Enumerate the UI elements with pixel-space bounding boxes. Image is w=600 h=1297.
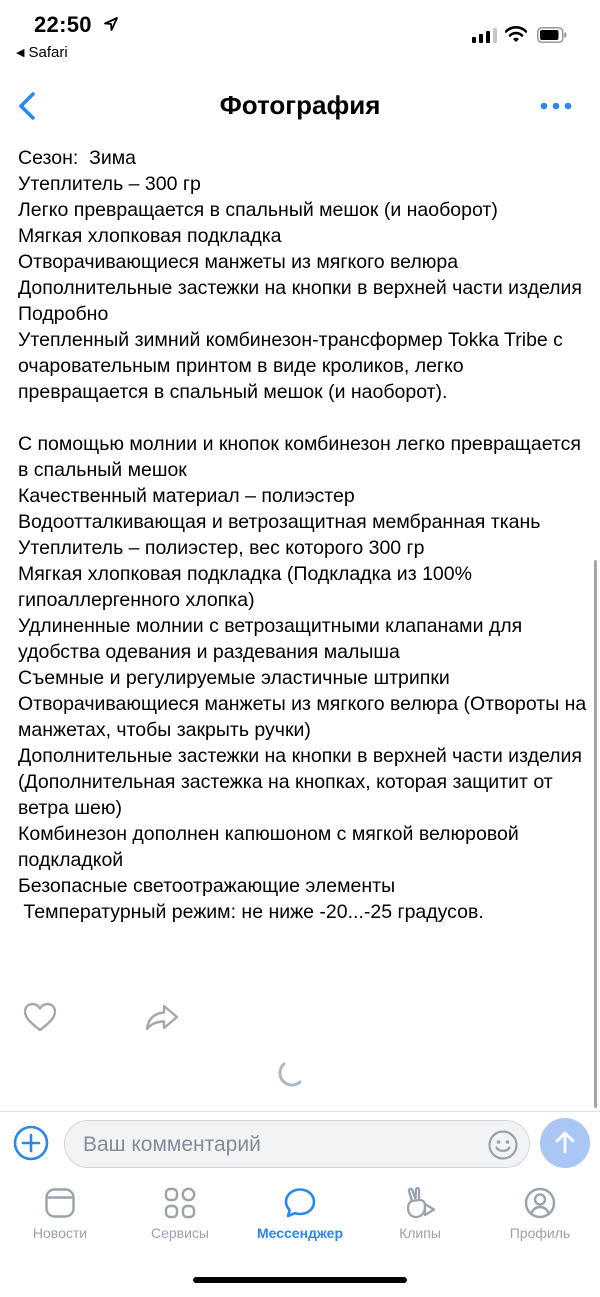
cellular-signal-icon: [472, 27, 497, 43]
post-actions: [0, 995, 600, 1040]
share-icon[interactable]: [143, 1001, 181, 1033]
heart-icon[interactable]: [22, 1001, 58, 1033]
location-arrow-icon: [103, 16, 119, 32]
tab-messenger[interactable]: [240, 1180, 360, 1250]
more-options-icon[interactable]: [538, 96, 574, 116]
comment-field[interactable]: [64, 1120, 530, 1168]
arrow-up-icon: [552, 1130, 578, 1156]
loading-spinner-icon: [278, 1060, 306, 1088]
back-app-label: Safari: [28, 44, 68, 61]
emoji-icon[interactable]: [487, 1129, 519, 1161]
tab-label: Профиль: [509, 1225, 571, 1241]
messenger-icon: [283, 1186, 317, 1220]
add-attachment-icon[interactable]: [12, 1124, 50, 1162]
home-indicator: [193, 1277, 407, 1283]
tab-clips[interactable]: [360, 1180, 480, 1250]
send-button[interactable]: [540, 1118, 590, 1168]
back-triangle-icon: ◀: [16, 47, 25, 59]
back-to-app-link[interactable]: [16, 44, 68, 61]
tab-services[interactable]: [120, 1180, 240, 1250]
tab-label: Новости: [32, 1225, 88, 1241]
tab-profile[interactable]: [480, 1180, 600, 1250]
tab-news[interactable]: [0, 1180, 120, 1250]
tab-bar: [0, 1180, 600, 1260]
battery-icon: [537, 27, 567, 43]
post-description: Сезон: Зима Утеплитель – 300 гр Легко превращается в спальный мешок (и наоборот) Мягкая хлопковая подкладка Отворачивающиеся манжеты из мягкого велюра Дополнительные застежки на кнопки в верхней части изделия Подробно Утепленный зимний комбинезон-трансформер Tokka Tribe с очаровательным принтом в виде кроликов, легко превращается в спальный мешок (и наоборот). С помощью молнии и кнопок комбинезон легко превращается в спальный мешок Качественный материал – полиэстер Водоотталкивающая и ветрозащитная мембранная ткань Утеплитель – полиэстер, вес которого 300 гр Мягкая хлопковая подкладка (Подкладка из 100% гипоаллергенного хлопка) Удлиненные молнии с ветрозащитными клапанами для удобства одевания и раздевания малыша Съемные и регулируемые эластичные штрипки Отворачивающиеся манжеты из мягкого велюра (Отвороты на манжетах, чтобы закрыть ручки) Дополнительные застежки на кнопки в верхней части изделия (Дополнительная застежка на кнопках, которая защитит от ветра шею) Комбинезон дополнен капюшоном с мягкой велюровой подкладкой Безопасные светоотражающие элементы Температурный режим: не ниже -20...-25 градусов.: [18, 147, 587, 923]
page-title: Фотография: [219, 90, 381, 120]
clips-icon: [403, 1186, 437, 1220]
comment-input[interactable]: [81, 1121, 485, 1169]
services-icon: [163, 1186, 197, 1220]
news-icon: [43, 1186, 77, 1220]
tab-label: Сервисы: [150, 1225, 209, 1241]
wifi-icon: [505, 25, 527, 43]
status-time: 22:50: [34, 12, 92, 37]
status-bar: [0, 0, 600, 70]
comment-bar: [0, 1116, 600, 1176]
profile-icon: [523, 1186, 557, 1220]
divider: [0, 1111, 600, 1112]
tab-label: Мессенджер: [256, 1225, 344, 1241]
navigation-bar: [0, 78, 600, 134]
scrollbar[interactable]: [594, 560, 597, 1108]
tab-label: Клипы: [399, 1225, 441, 1241]
